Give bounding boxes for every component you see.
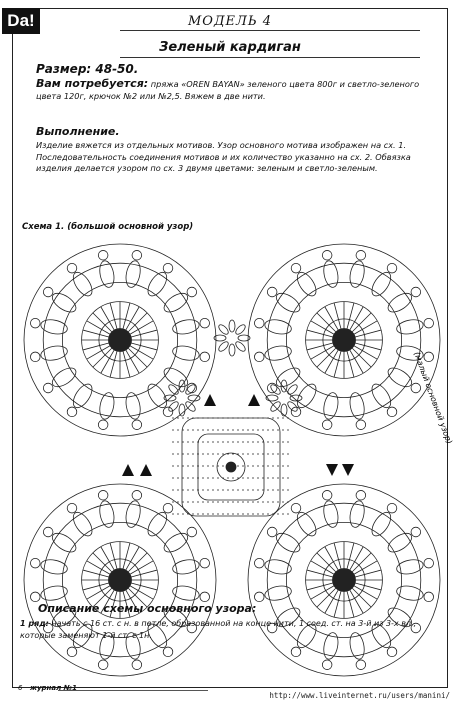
materials-text: пряжа «OREN BAYAN» зеленого цвета 800г и светло-зеленого цвета 120г, крючок №2 или №2,5. Вяжем в две нити. — [36, 79, 420, 101]
small-motif-annotation: (малый основной узор) — [412, 350, 454, 446]
row-label: 1 ряд: — [20, 619, 49, 628]
page-number: 6 — [18, 684, 23, 692]
execution-heading: Выполнение. — [36, 125, 120, 138]
row-text: начать с 16 ст. с н. в петле, образованной на конце нити, 1 соед. ст. на 3-й из 3-х вл., которые заменяют 1-й ст. с 1н. — [20, 619, 417, 640]
header-rule-top — [120, 30, 420, 31]
model-number: МОДЕЛЬ 4 — [187, 14, 273, 29]
magazine-name: журнал №1 — [30, 684, 77, 692]
small-motif-3 — [266, 380, 302, 416]
materials-paragraph — [36, 78, 436, 102]
magazine-logo: Da! — [2, 8, 40, 34]
scheme-caption: Схема 1. (большой основной узор) — [22, 222, 194, 232]
description-text — [20, 618, 438, 642]
small-motif-1 — [214, 320, 250, 356]
direction-triangles — [122, 394, 354, 476]
center-square-motif — [182, 418, 280, 516]
page-title: Зеленый кардиган — [159, 40, 301, 55]
execution-text: Изделие вяжется из отдельных мотивов. Узор основного мотива изображен на сх. 1. Последовательность соединения мотивов и их количество указанно на сх. 2. Обвязка изделия делается узором по сх. 3 двумя цветами: зеленым и светло-зеленым. — [36, 140, 411, 174]
source-url: http://www.liveinternet.ru/users/manini/ — [269, 691, 450, 700]
crochet-chart — [22, 248, 454, 588]
header-rule-bottom — [120, 57, 420, 58]
materials-label: Вам потребуется: — [36, 77, 149, 90]
motif-top-right — [248, 244, 440, 436]
size-line: Размер: 48-50. — [36, 62, 139, 76]
footer-rule — [58, 690, 208, 691]
description-title: Описание схемы основного узора: — [38, 602, 257, 615]
